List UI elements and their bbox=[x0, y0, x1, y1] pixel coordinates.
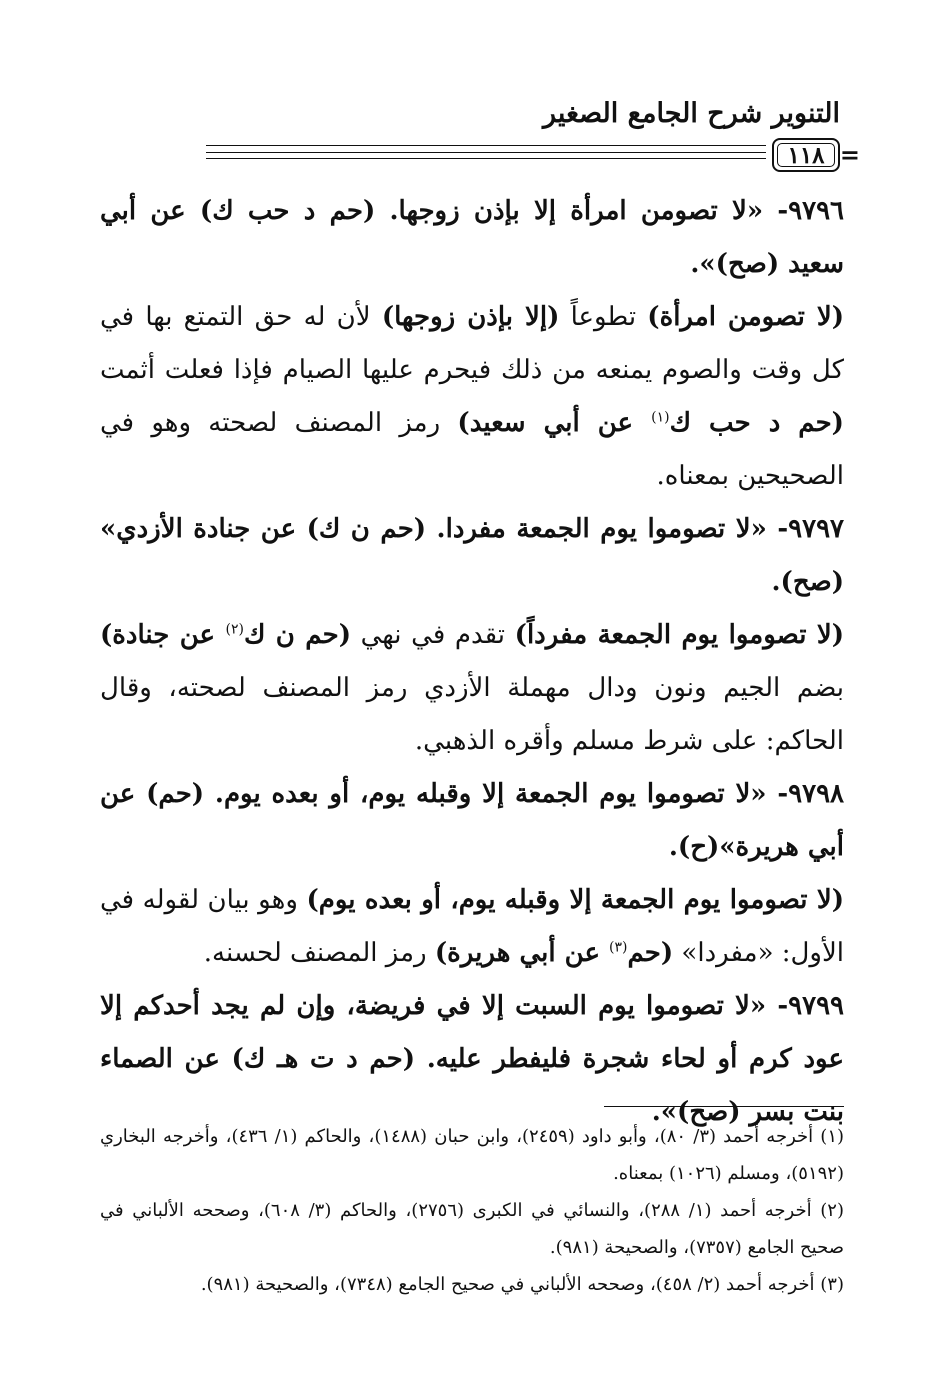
commentary-9796 bbox=[100, 291, 844, 503]
page-number: ١١٨ bbox=[772, 138, 840, 172]
hadith-9798: ٩٧٩٨- «لا تصوموا يوم الجمعة إلا وقبله يوم، أو بعده يوم. (حم) عن أبي هريرة»(ح). bbox=[100, 779, 844, 862]
footnote-3: (٣) أخرجه أحمد (٢/ ٤٥٨)، وصححه الألباني في صحيح الجامع (٧٣٤٨)، والصحيحة (٩٨١). bbox=[200, 1274, 844, 1295]
hadith-9797: ٩٧٩٧- «لا تصوموا يوم الجمعة مفردا. (حم ن ك) عن جنادة الأزدي» (صح). bbox=[100, 514, 844, 597]
source-narrator: عن أبي هريرة) bbox=[434, 938, 610, 968]
quoted-phrase: (لا تصوموا يوم الجمعة إلا وقبله يوم، أو بعده يوم) bbox=[306, 885, 844, 915]
quoted-phrase: (لا تصومن امرأة) bbox=[647, 302, 845, 332]
commentary-9798 bbox=[100, 874, 844, 980]
source-code: (حم ن ك bbox=[243, 620, 351, 650]
source-code: (حم د حب ك bbox=[669, 408, 844, 438]
hadith-9796: ٩٧٩٦- «لا تصومن امرأة إلا بإذن زوجها. (حم د حب ك) عن أبي سعيد (صح)». bbox=[100, 196, 844, 279]
footnote-2: (٢) أخرجه أحمد (١/ ٢٨٨)، والنسائي في الكبرى (٢٧٥٦)، والحاكم (٣/ ٦٠٨)، وصححه الألباني في صحيح الجامع (٧٣٥٧)، والصحيحة (٩٨١). bbox=[100, 1200, 844, 1258]
footnote-1: (١) أخرجه أحمد (٣/ ٨٠)، وأبو داود (٢٤٥٩)، وابن حبان (١٤٨٨)، والحاكم (١/ ٤٣٦)، وأخرجه البخاري (٥١٩٢)، ومسلم (١٠٢٦) بمعناه. bbox=[100, 1126, 845, 1184]
header-rule bbox=[206, 152, 766, 153]
header-rule bbox=[206, 158, 766, 159]
main-text bbox=[100, 185, 844, 1139]
commentary-text: لأن له حق التمتع بها في كل وقت والصوم يمنعه من ذلك فيحرم عليها الصيام فإذا فعلت أثمت bbox=[100, 302, 844, 385]
source-narrator: عن أبي سعيد) bbox=[457, 408, 652, 438]
footnote-ref[interactable]: (١) bbox=[651, 409, 670, 426]
source-code: (حم bbox=[627, 938, 674, 968]
page-edge-mark: = bbox=[839, 140, 860, 169]
commentary-text: تطوعاً bbox=[559, 302, 648, 332]
footnote-ref[interactable]: (٢) bbox=[225, 621, 244, 638]
quoted-phrase: (لا تصوموا يوم الجمعة مفرداً) bbox=[514, 620, 844, 650]
commentary-text: بضم الجيم ونون ودال مهملة الأزدي رمز المصنف لصحته، وقال الحاكم: على شرط مسلم وأقره الذهبي. bbox=[100, 673, 844, 756]
quoted-phrase: (إلا بإذن زوجها) bbox=[381, 302, 560, 332]
hadith-9799: ٩٧٩٩- «لا تصوموا يوم السبت إلا في فريضة، وإن لم يجد أحدكم إلا عود كرم أو لحاء شجرة فليفطر عليه. (حم د ت هـ ك) عن الصماء بنت بسر (صح)». bbox=[100, 991, 844, 1127]
footnote-ref[interactable]: (٣) bbox=[609, 939, 628, 956]
footnote-divider bbox=[604, 1106, 844, 1107]
commentary-text: رمز المصنف لصحته وهو في الصحيحين بمعناه. bbox=[100, 408, 844, 491]
commentary-text: رمز المصنف لحسنه. bbox=[203, 938, 435, 968]
commentary-9797 bbox=[100, 609, 844, 768]
commentary-text: وهو بيان لقوله في الأول: «مفردا» bbox=[100, 885, 844, 968]
commentary-text: تقدم في نهي bbox=[351, 620, 515, 650]
header-rule bbox=[206, 145, 766, 146]
footnotes bbox=[100, 1118, 844, 1303]
running-title: التنوير شرح الجامع الصغير bbox=[543, 98, 840, 129]
source-narrator: عن جنادة) bbox=[100, 620, 226, 650]
